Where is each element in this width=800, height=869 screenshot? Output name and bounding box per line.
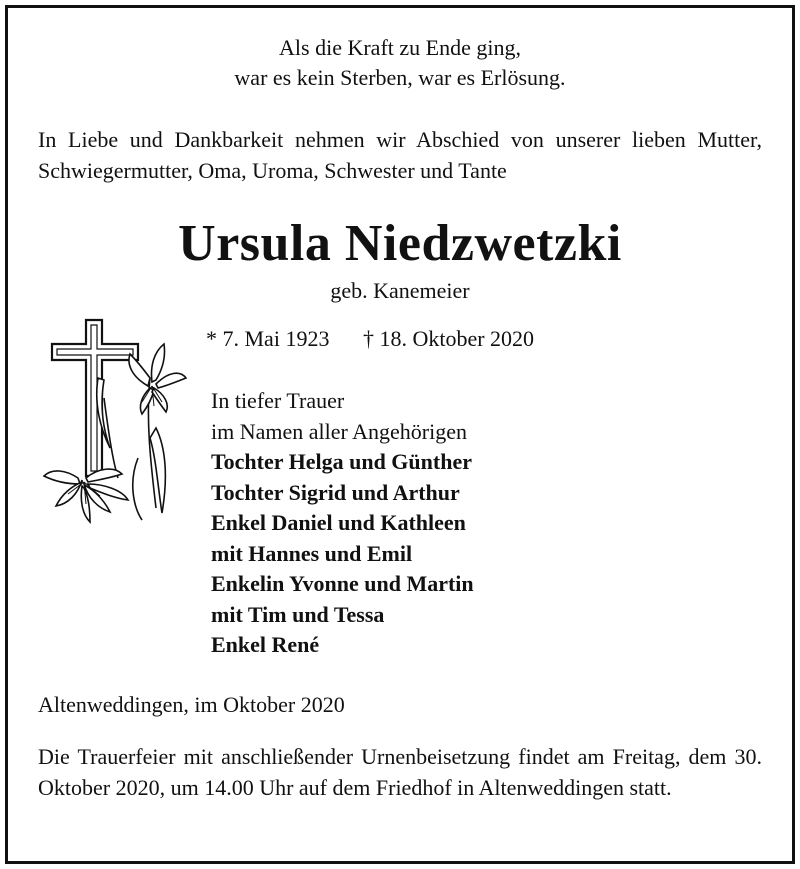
mourner-entry: Tochter Helga und Günther — [211, 449, 472, 474]
memorial-quote — [8, 33, 792, 93]
mourner-entry: mit Tim und Tessa — [211, 601, 385, 627]
birth-date: * 7. Mai 1923 — [206, 326, 330, 351]
deceased-name: Ursula Niedzwetzki — [178, 215, 622, 272]
mourners-intro-line: In tiefer Trauer — [211, 388, 345, 413]
place-and-date: Altenweddingen, im Oktober 2020 — [38, 692, 345, 717]
mourner-entry: Enkel Daniel und Kathleen — [211, 510, 466, 535]
birth-name: geb. Kanemeier — [330, 278, 470, 303]
mourners-list — [211, 386, 474, 661]
mourner-entry: Tochter Sigrid und Arthur — [211, 479, 460, 505]
death-date: † 18. Oktober 2020 — [362, 326, 535, 351]
quote-line: Als die Kraft zu Ende ging, — [279, 35, 521, 60]
obituary-notice — [5, 5, 795, 864]
mourner-entry: mit Hannes und Emil — [211, 540, 413, 566]
mourner-entry: Enkel René — [211, 632, 320, 657]
quote-line: war es kein Sterben, war es Erlösung. — [234, 65, 566, 90]
life-dates — [206, 326, 534, 352]
mourner-entry: Enkelin Yvonne und Martin — [211, 571, 474, 596]
cross-with-lily-icon — [38, 308, 188, 528]
mourners-intro-line: im Namen aller Angehörigen — [211, 418, 467, 444]
intro-text: In Liebe und Dankbarkeit nehmen wir Abschied von unserer lieben Mutter, Schwiegermutter, Oma, Uroma, Schwester und Tante — [38, 127, 762, 183]
funeral-notice: Die Trauerfeier mit anschließender Urnenbeisetzung findet am Freitag, dem 30. Oktober 2020, um 14.00 Uhr auf dem Friedhof in Altenweddingen statt. — [38, 744, 762, 800]
